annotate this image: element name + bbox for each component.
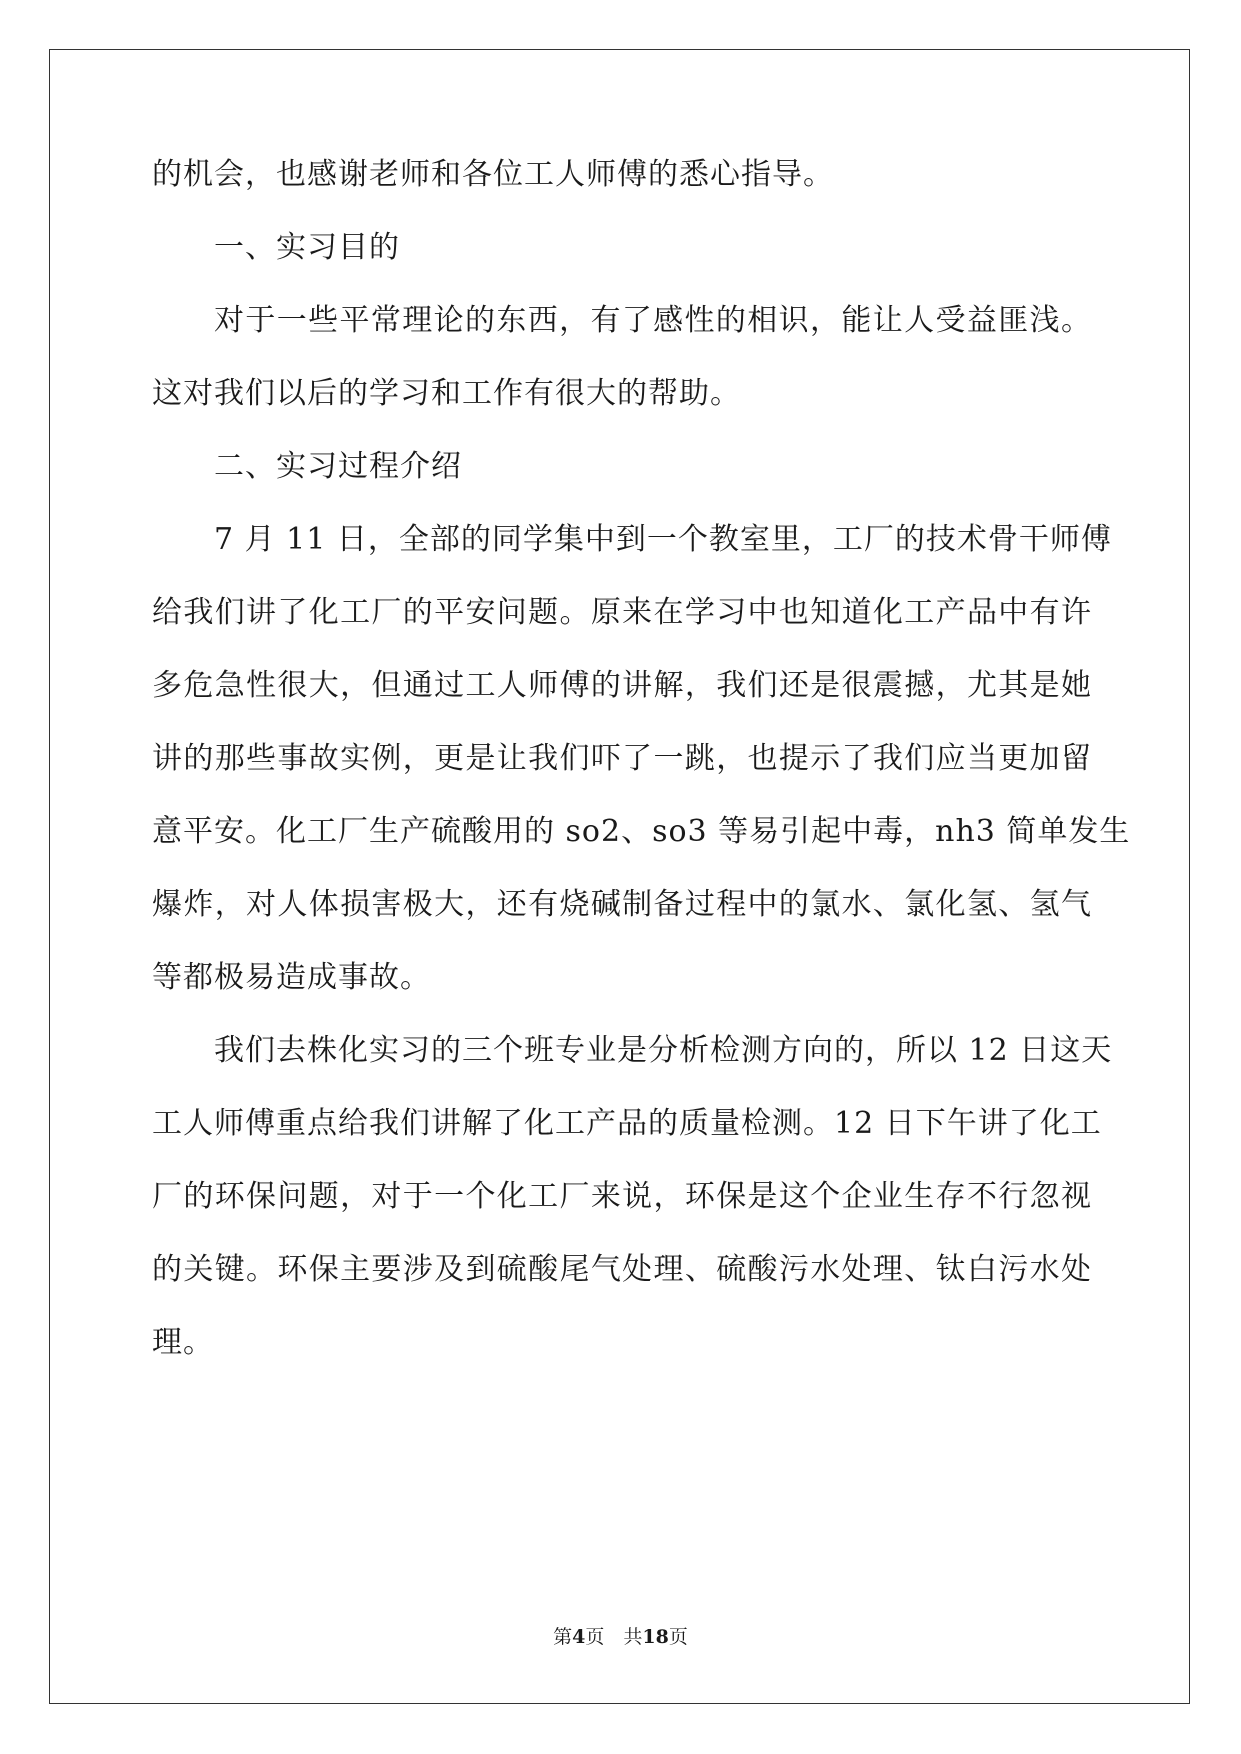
page-mid: 页 共	[585, 1626, 643, 1648]
current-page-number: 4	[572, 1626, 586, 1648]
section-heading: 一、实习目的	[214, 230, 400, 265]
page-prefix: 第	[553, 1626, 573, 1648]
text-line: 工人师傅重点给我们讲解了化工产品的质量检测。12 日下午讲了化工	[152, 1106, 1102, 1141]
text-line: 这对我们以后的学习和工作有很大的帮助。	[152, 376, 741, 411]
page-suffix: 页	[668, 1626, 688, 1648]
page-footer	[0, 1625, 1241, 1649]
text-line: 意平安。化工厂生产硫酸用的 so2、so3 等易引起中毒，nh3 简单发生	[152, 814, 1131, 849]
text-line: 厂的环保问题，对于一个化工厂来说，环保是这个企业生存不行忽视	[152, 1179, 1092, 1214]
text-line: 给我们讲了化工厂的平安问题。原来在学习中也知道化工产品中有许	[152, 595, 1092, 630]
total-pages-number: 18	[642, 1626, 669, 1648]
text-line: 多危急性很大，但通过工人师傅的讲解，我们还是很震撼，尤其是她	[152, 668, 1092, 703]
text-line: 的关键。环保主要涉及到硫酸尾气处理、硫酸污水处理、钛白污水处	[152, 1252, 1092, 1287]
text-line: 爆炸，对人体损害极大，还有烧碱制备过程中的氯水、氯化氢、氢气	[152, 887, 1092, 922]
text-line: 我们去株化实习的三个班专业是分析检测方向的，所以 12 日这天	[214, 1033, 1113, 1068]
text-line: 等都极易造成事故。	[152, 960, 431, 995]
text-line: 的机会，也感谢老师和各位工人师傅的悉心指导。	[152, 157, 834, 192]
text-line: 对于一些平常理论的东西，有了感性的相识，能让人受益匪浅。	[214, 303, 1092, 338]
text-line: 理。	[152, 1325, 214, 1360]
section-heading: 二、实习过程介绍	[214, 449, 462, 484]
page-border	[49, 49, 1190, 1704]
text-line: 讲的那些事故实例，更是让我们吓了一跳，也提示了我们应当更加留	[152, 741, 1092, 776]
text-line: 7 月 11 日，全部的同学集中到一个教室里，工厂的技术骨干师傅	[214, 522, 1112, 557]
